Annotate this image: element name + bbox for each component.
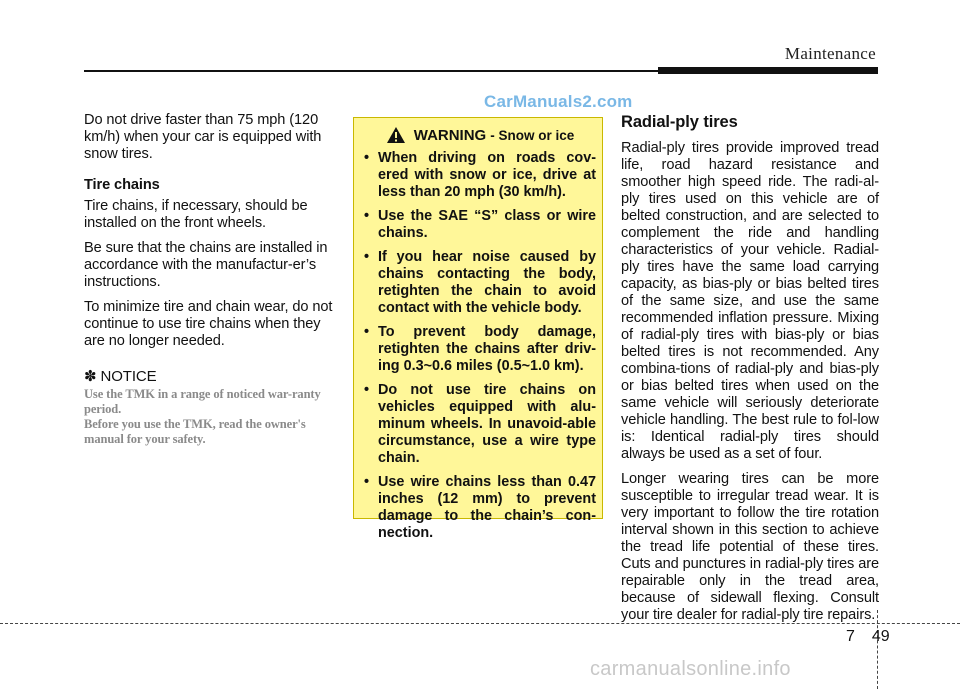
notice-text-1: Use the TMK in a range of noticed war-ranty period. — [84, 387, 321, 416]
warning-item: • Do not use tire chains on vehicles equipped with alu-minum wheels. In unavoid-able circumstance, use a wire type chain. — [364, 382, 596, 467]
notice-asterisk-icon: ✽ — [84, 368, 97, 385]
notice-title: NOTICE — [100, 368, 157, 385]
tire-chains-p3: To minimize tire and chain wear, do not continue to use tire chains when they are no longer needed. — [84, 299, 333, 349]
tire-chains-p1: Tire chains, if necessary, should be installed on the front wheels. — [84, 198, 308, 231]
page-number — [846, 628, 890, 646]
warning-header — [364, 126, 596, 144]
warning-item: • To prevent body damage, retighten the chains after driv-ing 0.3~0.6 miles (0.5~1.0 km). — [364, 324, 596, 375]
warning-box — [353, 117, 603, 541]
tire-chains-p2: Be sure that the chains are installed in accordance with the manufactur-er’s instructions. — [84, 240, 328, 290]
warning-triangle-icon — [386, 126, 406, 144]
page-number-value: 49 — [871, 628, 890, 645]
warning-title: WARNING — [413, 126, 487, 144]
radial-ply-heading: Radial-ply tires — [621, 113, 738, 131]
warning-item: • Use wire chains less than 0.47 inches (12 mm) to prevent damage to the chain’s con-nection. — [364, 474, 596, 542]
right-column — [621, 112, 879, 632]
snow-tire-intro: Do not drive faster than 75 mph (120 km/h) when your car is equipped with snow tires. — [84, 112, 322, 162]
header-rule-accent — [658, 67, 878, 74]
tire-chains-heading: Tire chains — [84, 177, 160, 193]
section-title: Maintenance — [784, 44, 876, 63]
notice-heading — [84, 368, 336, 385]
watermark-top[interactable]: CarManuals2.com — [484, 92, 633, 111]
radial-ply-p2: Longer wearing tires can be more susceptible to irregular tread wear. It is very important to follow the tire rotation interval shown in this section to achieve the tread life potential of these tires. Cuts and punctures in radial-ply tires are repairable only in the tread area, because of sidewall flexing. Consult your tire dealer for radial-ply tire repairs. — [621, 471, 879, 623]
footer-vertical-divider — [877, 610, 878, 689]
chapter-number: 7 — [846, 628, 855, 645]
warning-list — [364, 150, 596, 542]
watermark-bottom[interactable]: carmanualsonline.info — [590, 658, 791, 680]
warning-subtitle: - Snow or ice — [490, 127, 575, 143]
left-column — [84, 112, 336, 447]
footer-divider — [0, 623, 960, 624]
radial-ply-p1: Radial-ply tires provide improved tread life, road hazard resistance and smoother high speed ride. The radi-al-ply tires used on this vehicle are of belted construction, and are selected to complement the ride and handling characteristics of your vehicle. Radial-ply tires have the same load carrying capacity, as bias-ply or bias belted tires of the same size, and use the same recommended inflation pressure. Mixing of radial-ply tires with bias-ply or bias belted tires is not recommended. Any combina-tions of radial-ply and bias-ply or bias belted tires when used on the same vehicle will seriously deteriorate vehicle handling. The best rule to fol-low is: Identical radial-ply tires should always be used as a set of four. — [621, 140, 879, 462]
notice-text-2: Before you use the TMK, read the owner's manual for your safety. — [84, 417, 306, 446]
warning-item: • If you hear noise caused by chains contacting the body, retighten the chain to avoid contact with the vehicle body. — [364, 249, 596, 317]
header-rule — [84, 70, 684, 72]
warning-item: • Use the SAE “S” class or wire chains. — [364, 208, 596, 242]
warning-item: • When driving on roads cov-ered with snow or ice, drive at less than 20 mph (30 km/h). — [364, 150, 596, 201]
